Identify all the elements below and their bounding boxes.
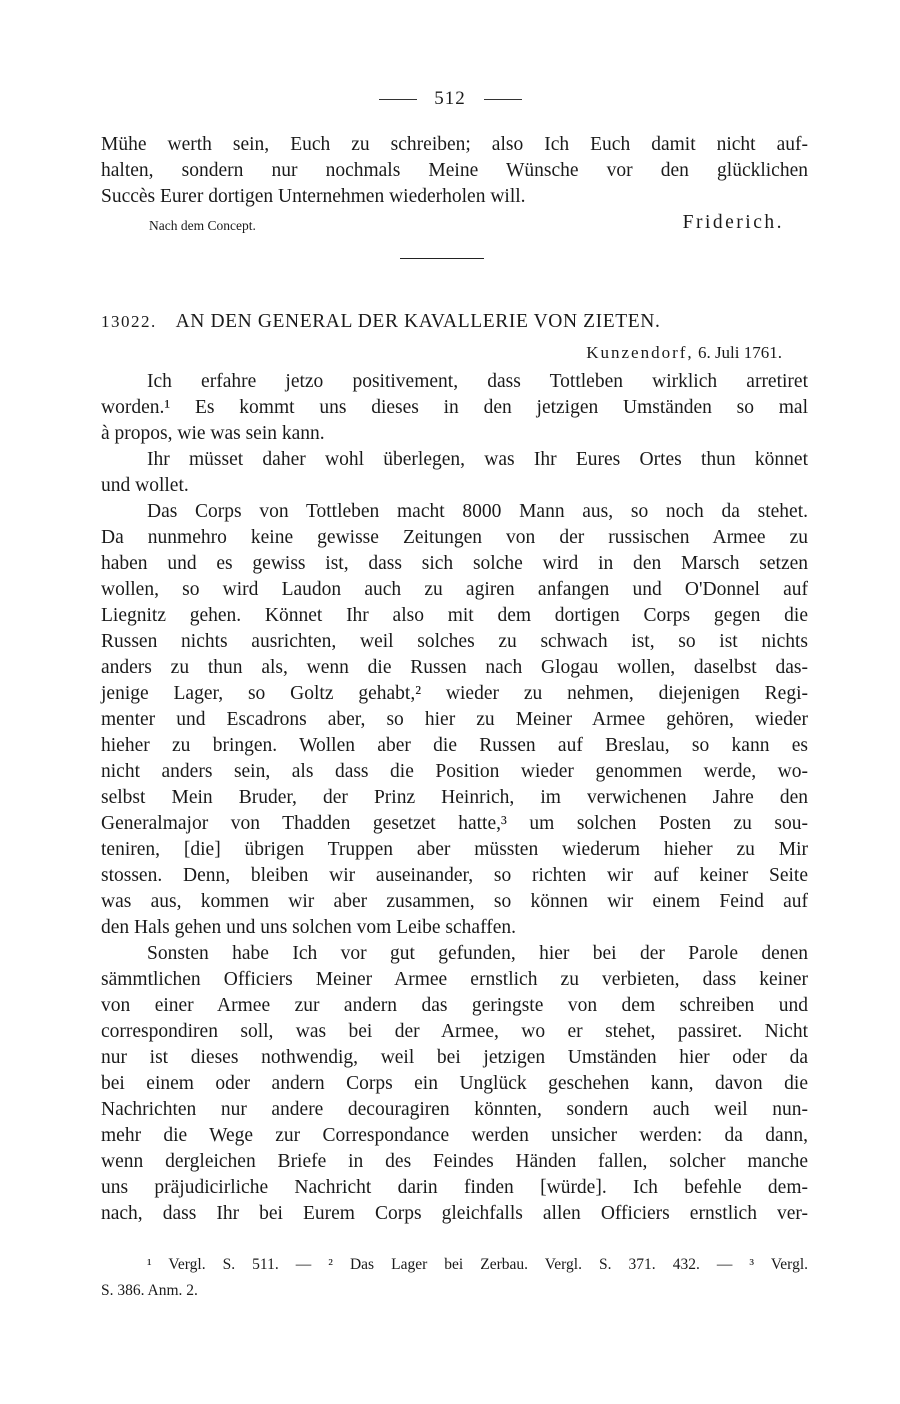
text-line: teniren, [die] übrigen Truppen aber müssten wiederum hieher zu Mir — [101, 839, 808, 860]
text-line: Ich erfahre jetzo positivement, dass Tottleben wirklich arretiret — [147, 371, 808, 392]
text-line: menter und Escadrons aber, so hier zu Meiner Armee gehören, wieder — [101, 709, 808, 730]
text-line: jenige Lager, so Goltz gehabt,² wieder zu nehmen, diejenigen Regi- — [101, 683, 808, 704]
text-line: nur ist dieses nothwendig, weil bei jetzigen Umständen hier oder da — [101, 1047, 808, 1068]
letter-heading — [101, 309, 808, 335]
text-line: anders zu thun als, wenn die Russen nach Glogau wollen, daselbst das- — [101, 657, 808, 678]
text-line: Succès Eurer dortigen Unternehmen wiederholen will. — [101, 186, 526, 207]
text-line: uns präjudicirliche Nachricht darin finden [würde]. Ich befehle dem- — [101, 1177, 808, 1198]
intro-paragraph — [101, 132, 808, 210]
text-line: nicht anders sein, als dass die Position wieder genommen werde, wo- — [101, 761, 808, 782]
text-line: nach, dass Ihr bei Eurem Corps gleichfalls allen Officiers ernstlich ver- — [101, 1203, 808, 1224]
text-line: von einer Armee zur andern das geringste von dem schreiben und — [101, 995, 808, 1016]
text-line: Sonsten habe Ich vor gut gefunden, hier bei der Parole denen — [147, 943, 808, 964]
text-line: Das Corps von Tottleben macht 8000 Mann aus, so noch da stehet. — [147, 501, 808, 522]
text-line: Russen nichts ausrichten, weil solches zu schwach ist, so ist nichts — [101, 631, 808, 652]
text-line: Da nunmehro keine gewisse Zeitungen von der russischen Armee zu — [101, 527, 808, 548]
text-line: Liegnitz gehen. Könnet Ihr also mit dem dortigen Corps gegen die — [101, 605, 808, 626]
page-header — [0, 88, 900, 110]
text-line: haben und es gewiss ist, dass sich solche wird in den Marsch setzen — [101, 553, 808, 574]
text-line: bei einem oder andern Corps ein Unglück geschehen kann, davon die — [101, 1073, 808, 1094]
section-divider — [400, 258, 484, 259]
text-line: Ihr müsset daher wohl überlegen, was Ihr Eures Ortes thun könnet — [147, 449, 808, 470]
text-line: Mühe werth sein, Euch zu schreiben; also Ich Euch damit nicht auf- — [101, 134, 808, 155]
letter-title: AN DEN GENERAL DER KAVALLERIE VON ZIETEN. — [175, 311, 661, 332]
letter-body — [101, 369, 808, 1227]
footnote-line: ¹ Vergl. S. 511. — ² Das Lager bei Zerbau. Vergl. S. 371. 432. — ³ Vergl. — [147, 1256, 808, 1273]
text-line: wenn dergleichen Briefe in des Feindes Händen fallen, solcher manche — [101, 1151, 808, 1172]
footnote-line: S. 386. Anm. 2. — [101, 1282, 198, 1299]
text-line: und wollet. — [101, 475, 189, 496]
text-line: Nachrichten nur andere decouragiren könnten, sondern auch weil nun- — [101, 1099, 808, 1120]
letter-number: 13022. — [101, 312, 157, 331]
text-line: den Hals gehen und uns solchen vom Leibe schaffen. — [101, 917, 516, 938]
text-line: à propos, wie was sein kann. — [101, 423, 325, 444]
text-line: worden.¹ Es kommt uns dieses in den jetzigen Umständen so mal — [101, 397, 808, 418]
text-line: correspondiren soll, was bei der Armee, wo er stehet, passiret. Nicht — [101, 1021, 808, 1042]
text-line: sämmtlichen Officiers Meiner Armee ernstlich zu verbieten, dass keiner — [101, 969, 808, 990]
header-dash-right — [484, 99, 522, 100]
header-dash-left — [379, 99, 417, 100]
text-line: wollen, so wird Laudon auch zu agiren anfangen und O'Donnel auf — [101, 579, 808, 600]
text-line: mehr die Wege zur Correspondance werden unsicher werden: da dann, — [101, 1125, 808, 1146]
text-line: selbst Mein Bruder, der Prinz Heinrich, im verwichenen Jahre den — [101, 787, 808, 808]
text-line: Generalmajor von Thadden gesetzet hatte,³ um solchen Posten zu sou- — [101, 813, 808, 834]
page-number: 512 — [434, 88, 466, 109]
text-line: halten, sondern nur nochmals Meine Wünsche vor den glücklichen — [101, 160, 808, 181]
text-line: stossen. Denn, bleiben wir auseinander, so richten wir auf keiner Seite — [101, 865, 808, 886]
text-line: hieher zu bringen. Wollen aber die Russen auf Breslau, so kann es — [101, 735, 808, 756]
letter-dateline — [586, 340, 782, 366]
signature: Friderich. — [682, 212, 784, 233]
letter-place: Kunzendorf, — [586, 343, 694, 362]
footnotes — [101, 1252, 808, 1304]
text-line: was aus, kommen wir aber zusammen, so können wir einem Feind auf — [101, 891, 808, 912]
signature-row — [101, 212, 808, 238]
source-note: Nach dem Concept. — [149, 218, 256, 233]
letter-date: 6. Juli 1761. — [697, 343, 782, 362]
